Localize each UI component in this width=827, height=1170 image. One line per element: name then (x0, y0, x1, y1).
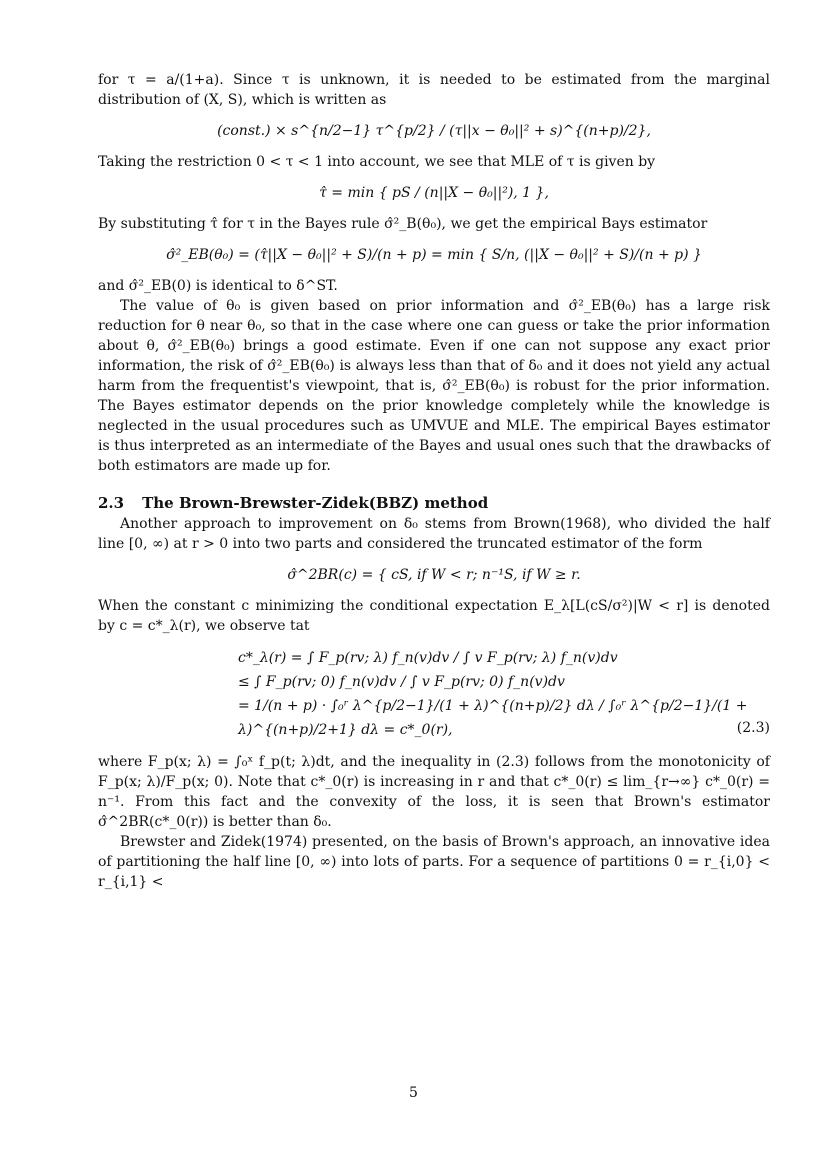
equation-marginal: (const.) × s^{n/2−1} τ^{p/2} / (τ||x − θ₀||² + s)^{(n+p)/2}, (217, 123, 651, 139)
equation-array-2-3 (238, 646, 770, 742)
paragraph-mle-intro: Taking the restriction 0 < τ < 1 into account, we see that MLE of τ is given by (98, 154, 656, 170)
paragraph-conditional-expectation: When the constant c minimizing the conditional expectation E_λ[L(cS/σ²)|W < r] is denoted by c = c*_λ(r), we observe tat (98, 598, 770, 634)
paper-page (98, 70, 770, 892)
equation-mle: τ̂ = min { pS / (n||X − θ₀||²), 1 }, (319, 185, 549, 201)
paragraph-monotonicity: where F_p(x; λ) = ∫₀ˣ f_p(t; λ)dt, and the inequality in (2.3) follows from the monotonicity of F_p(x; λ)/F_p(x; 0). Note that c*_0(r) is increasing in r and that c*_0(r) ≤ lim_{r→∞} c*_0(r) = n⁻¹. From this fact and the convexity of the loss, it is seen that Brown's estimator σ̂^2BR(c*_0(r)) is better than δ₀. (98, 754, 770, 830)
page-number: 5 (409, 1085, 418, 1101)
equation-line-1: c*_λ(r) = ∫ F_p(rv; λ) f_n(v)dv / ∫ v F_p(rv; λ) f_n(v)dv (238, 650, 618, 666)
paragraph-brewster-zidek: Brewster and Zidek(1974) presented, on the basis of Brown's approach, an innovative idea of partitioning the half line [0, ∞) into lots of parts. For a sequence of partitions 0 = r_{i,0} < r_{i,1} < (98, 834, 770, 890)
paragraph-eb-intro: By substituting τ̂ for τ in the Bayes rule σ̂²_B(θ₀), we get the empirical Bays estimator (98, 216, 708, 232)
equation-line-3: = 1/(n + p) · ∫₀ʳ λ^{p/2−1}/(1 + λ)^{(n+p)/2} dλ / ∫₀ʳ λ^{p/2−1}/(1 + λ)^{(n+p)/2+1} dλ = c*_0(r), (238, 698, 748, 738)
section-number: 2.3 (98, 494, 125, 512)
section-title: The Brown-Brewster-Zidek(BBZ) method (142, 494, 489, 512)
equation-brown: σ̂^2BR(c) = { cS, if W < r; n⁻¹S, if W ≥ r. (287, 567, 581, 583)
paragraph-eb-discussion: The value of θ₀ is given based on prior information and σ̂²_EB(θ₀) has a large risk reduction for θ near θ₀, so that in the case where one can guess or take the prior information about θ, σ̂²_EB(θ₀) brings a good estimate. Even if one can not suppose any exact prior information, the risk of σ̂²_EB(θ₀) is always less than that of δ₀ and it does not yield any actual harm from the frequentist's viewpoint, that is, σ̂²_EB(θ₀) is robust for the prior information. The Bayes estimator depends on the prior knowledge completely while the knowledge is neglected in the usual procedures such as UMVUE and MLE. The empirical Bayes estimator is thus interpreted as an intermediate of the Bayes and usual ones such that the drawbacks of both estimators are made up for. (98, 298, 770, 474)
paragraph-marginal-intro: for τ = a/(1+a). Since τ is unknown, it is needed to be estimated from the marginal distribution of (X, S), which is written as (98, 72, 770, 108)
equation-number: (2.3) (736, 720, 770, 736)
equation-line-2: ≤ ∫ F_p(rv; 0) f_n(v)dv / ∫ v F_p(rv; 0) f_n(v)dv (238, 674, 565, 690)
paragraph-brown-intro: Another approach to improvement on δ₀ stems from Brown(1968), who divided the half line [0, ∞) at r > 0 into two parts and considered the truncated estimator of the form (98, 516, 770, 552)
section-heading (98, 494, 770, 512)
paragraph-eb-identity: and σ̂²_EB(0) is identical to δ^ST. (98, 278, 338, 294)
equation-empirical-bayes: σ̂²_EB(θ₀) = (τ̂||X − θ₀||² + S)/(n + p) = min { S/n, (||X − θ₀||² + S)/(n + p) } (166, 247, 702, 263)
